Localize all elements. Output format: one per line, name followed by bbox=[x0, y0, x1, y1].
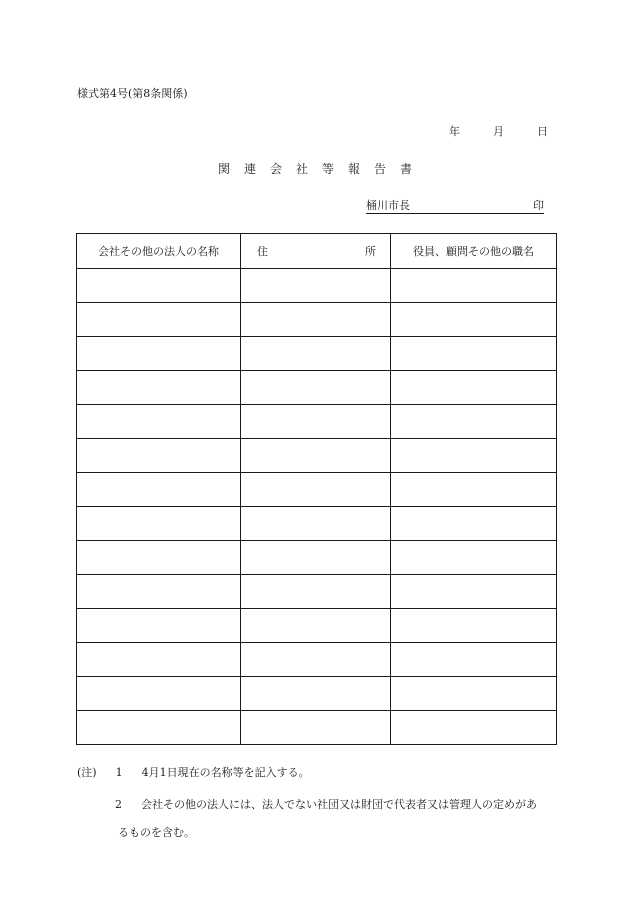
header-address-left: 住 bbox=[257, 245, 268, 258]
address-cell[interactable] bbox=[241, 643, 391, 677]
date-month-label: 月 bbox=[493, 125, 504, 138]
company-name-cell[interactable] bbox=[77, 269, 241, 303]
title-char: 報 bbox=[348, 162, 361, 176]
document-title bbox=[0, 160, 630, 177]
header-position: 役員、顧問その他の職名 bbox=[391, 234, 557, 269]
table-row bbox=[77, 609, 557, 643]
company-name-cell[interactable] bbox=[77, 303, 241, 337]
position-cell[interactable] bbox=[391, 405, 557, 439]
table-row bbox=[77, 439, 557, 473]
table-body bbox=[77, 269, 557, 745]
company-name-cell[interactable] bbox=[77, 507, 241, 541]
company-name-cell[interactable] bbox=[77, 609, 241, 643]
table-row bbox=[77, 711, 557, 745]
position-cell[interactable] bbox=[391, 473, 557, 507]
table-row bbox=[77, 473, 557, 507]
note-text: 4月1日現在の名称等を記入する。 bbox=[141, 766, 310, 779]
title-char: 等 bbox=[322, 162, 335, 176]
form-number: 様式第4号(第8条関係) bbox=[77, 87, 188, 100]
note-2-continuation: るものを含む。 bbox=[118, 826, 195, 839]
note-text: 会社その他の法人には、法人でない社団又は財団で代表者又は管理人の定めがあ bbox=[141, 798, 537, 811]
position-cell[interactable] bbox=[391, 643, 557, 677]
address-cell[interactable] bbox=[241, 371, 391, 405]
company-name-cell[interactable] bbox=[77, 541, 241, 575]
company-name-cell[interactable] bbox=[77, 405, 241, 439]
company-name-cell[interactable] bbox=[77, 337, 241, 371]
table-row bbox=[77, 371, 557, 405]
report-table bbox=[76, 233, 557, 745]
position-cell[interactable] bbox=[391, 507, 557, 541]
company-name-cell[interactable] bbox=[77, 711, 241, 745]
header-address bbox=[241, 234, 391, 269]
address-cell[interactable] bbox=[241, 541, 391, 575]
seal-mark: 印 bbox=[533, 199, 544, 212]
company-name-cell[interactable] bbox=[77, 439, 241, 473]
recipient-name: 桶川市長 bbox=[366, 199, 410, 212]
address-cell[interactable] bbox=[241, 405, 391, 439]
note-number: 1 bbox=[115, 766, 123, 779]
recipient-line bbox=[366, 197, 544, 214]
address-cell[interactable] bbox=[241, 507, 391, 541]
table-row bbox=[77, 677, 557, 711]
date-day-label: 日 bbox=[537, 125, 548, 138]
address-cell[interactable] bbox=[241, 269, 391, 303]
table-row bbox=[77, 405, 557, 439]
position-cell[interactable] bbox=[391, 711, 557, 745]
header-company-name: 会社その他の法人の名称 bbox=[77, 234, 241, 269]
address-cell[interactable] bbox=[241, 711, 391, 745]
address-cell[interactable] bbox=[241, 609, 391, 643]
company-name-cell[interactable] bbox=[77, 575, 241, 609]
table-row bbox=[77, 575, 557, 609]
position-cell[interactable] bbox=[391, 371, 557, 405]
note-number: 2 bbox=[115, 798, 122, 811]
position-cell[interactable] bbox=[391, 677, 557, 711]
title-char: 連 bbox=[243, 162, 256, 176]
note-2 bbox=[115, 796, 537, 812]
position-cell[interactable] bbox=[391, 439, 557, 473]
address-cell[interactable] bbox=[241, 303, 391, 337]
table-row bbox=[77, 643, 557, 677]
title-char: 書 bbox=[400, 162, 413, 176]
table-row bbox=[77, 303, 557, 337]
date-year-label: 年 bbox=[449, 125, 460, 138]
table-row bbox=[77, 337, 557, 371]
table-row bbox=[77, 541, 557, 575]
position-cell[interactable] bbox=[391, 541, 557, 575]
position-cell[interactable] bbox=[391, 303, 557, 337]
note-1 bbox=[77, 764, 310, 780]
notes-prefix: (注) bbox=[77, 766, 97, 779]
address-cell[interactable] bbox=[241, 473, 391, 507]
table-row bbox=[77, 507, 557, 541]
address-cell[interactable] bbox=[241, 575, 391, 609]
header-address-right: 所 bbox=[365, 245, 376, 258]
position-cell[interactable] bbox=[391, 269, 557, 303]
company-name-cell[interactable] bbox=[77, 371, 241, 405]
title-char: 関 bbox=[217, 162, 230, 176]
title-char: 告 bbox=[374, 162, 387, 176]
title-char: 社 bbox=[295, 162, 308, 176]
address-cell[interactable] bbox=[241, 439, 391, 473]
title-char: 会 bbox=[269, 162, 282, 176]
position-cell[interactable] bbox=[391, 575, 557, 609]
position-cell[interactable] bbox=[391, 609, 557, 643]
company-name-cell[interactable] bbox=[77, 677, 241, 711]
address-cell[interactable] bbox=[241, 337, 391, 371]
table-header-row bbox=[77, 234, 557, 269]
position-cell[interactable] bbox=[391, 337, 557, 371]
company-name-cell[interactable] bbox=[77, 643, 241, 677]
company-name-cell[interactable] bbox=[77, 473, 241, 507]
address-cell[interactable] bbox=[241, 677, 391, 711]
table-row bbox=[77, 269, 557, 303]
date-line bbox=[449, 123, 548, 139]
